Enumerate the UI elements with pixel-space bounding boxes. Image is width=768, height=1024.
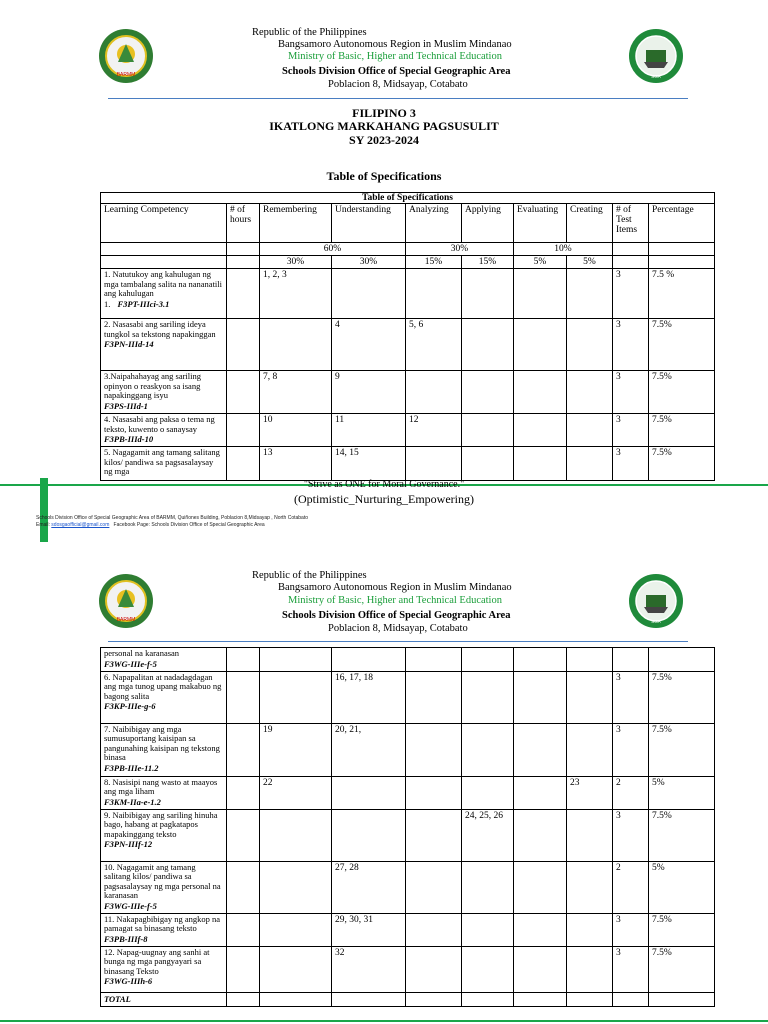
eva-cell [514,371,567,414]
email-label: Email: [36,522,50,528]
group-pct-higher: 10% [514,243,613,256]
rem-cell [260,319,332,371]
ministry-line: Ministry of Basic, Higher and Technical Education [288,51,502,62]
header-applying: Applying [462,204,514,243]
eva-cell [514,269,567,319]
tos-table-page1 [100,192,715,481]
ana-cell [406,671,462,723]
sga-logo [628,28,684,84]
items-cell: 3 [613,946,649,992]
ana-cell [406,776,462,809]
app-cell [462,319,514,371]
table-row [101,414,715,447]
table-row [101,809,715,861]
sy-title: SY 2023-2024 [349,133,419,147]
tos-table-page2 [100,647,715,1007]
blank-cell [613,243,649,256]
competency-cell [101,371,227,414]
app-cell: 24, 25, 26 [462,809,514,861]
hours-cell [227,913,260,946]
pct-cell: 7.5% [649,913,715,946]
competency-cell [101,861,227,913]
ana-cell: 5, 6 [406,319,462,371]
pct-cell: 7.5% [649,447,715,481]
cre-cell: 23 [567,776,613,809]
table-row [101,269,715,319]
cre-cell [567,809,613,861]
rem-cell [260,809,332,861]
ministry-line: Ministry of Basic, Higher and Technical Education [288,595,502,606]
app-cell [462,671,514,723]
eva-cell [514,414,567,447]
header-understanding: Understanding [332,204,406,243]
table-row [101,648,715,672]
competency-code: TOTAL [104,993,131,1004]
competency-cell [101,319,227,371]
hours-cell [227,414,260,447]
hours-cell [227,447,260,481]
footer-address: Schools Division Office of Special Geographic Area of BARMM, Quiñones Building, Poblacion 8,Midsayap , North Cotabato [36,515,308,521]
und-cell: 32 [332,946,406,992]
division-line: Schools Division Office of Special Geographic Area [282,610,511,621]
competency-text: 5. Nagagamit ang tamang salitang kilos/ pandiwa sa pagsasalaysay ng mga [104,447,220,476]
table-row [101,992,715,1006]
header-hours: # of hours [227,204,260,243]
eva-cell [514,946,567,992]
competency-text: 2. Nasasabi ang sariling ideya tungkol sa tekstong napakinggan [104,319,216,339]
eva-cell [514,319,567,371]
competency-text: 10. Nagagamit ang tamang salitang kilos/ pandiwa sa pagsasalaysay ng mga personal na karanasan [104,861,221,900]
hours-cell [227,809,260,861]
table-row [101,671,715,723]
header-percentage: Percentage [649,204,715,243]
tos-title: Table of Specifications [326,169,442,183]
footer-rule-bottom [0,1020,768,1022]
table-body-page2 [101,648,715,1007]
table-row [101,723,715,776]
hours-cell [227,723,260,776]
pct-cell: 5% [649,776,715,809]
rem-cell [260,992,332,1006]
pct-cell: 7.5% [649,371,715,414]
sga-logo-text: SGA [651,74,661,79]
items-cell: 3 [613,269,649,319]
header-rule [108,641,688,642]
und-cell: 20, 21, [332,723,406,776]
cre-cell [567,861,613,913]
items-cell: 3 [613,414,649,447]
competency-cell [101,992,227,1006]
blank-cell [227,256,260,269]
pct-cell: 7.5% [649,671,715,723]
cre-cell [567,946,613,992]
group-pct-lower: 60% [260,243,406,256]
pct-cell: 7.5% [649,723,715,776]
rem-cell: 22 [260,776,332,809]
header-remembering: Remembering [260,204,332,243]
competency-cell [101,269,227,319]
rem-cell: 13 [260,447,332,481]
app-cell [462,946,514,992]
cre-cell [567,648,613,672]
eva-cell [514,861,567,913]
competency-code: F3PS-IIId-1 [104,400,148,411]
pct-cell [649,992,715,1006]
table-row [101,946,715,992]
competency-code: F3WG-IIIh-6 [104,976,153,986]
und-cell: 11 [332,414,406,447]
hours-cell [227,992,260,1006]
cre-cell [567,671,613,723]
competency-code: F3KM-IIa-e-1.2 [104,796,161,807]
eva-cell [514,809,567,861]
und-cell [332,776,406,809]
app-cell [462,776,514,809]
rem-cell [260,671,332,723]
items-cell: 3 [613,319,649,371]
items-cell: 3 [613,809,649,861]
app-cell [462,648,514,672]
items-cell: 3 [613,447,649,481]
ana-cell [406,723,462,776]
rem-cell [260,861,332,913]
ana-cell [406,269,462,319]
cre-cell [567,913,613,946]
cre-cell [567,723,613,776]
hours-cell [227,861,260,913]
ana-cell [406,447,462,481]
competency-cell [101,809,227,861]
division-line: Schools Division Office of Special Geographic Area [282,66,511,77]
eva-cell [514,723,567,776]
subject-title: FILIPINO 3 [352,106,416,120]
competency-cell [101,723,227,776]
hours-cell [227,671,260,723]
app-cell [462,447,514,481]
competency-code: F3WG-IIIe-f-5 [104,900,157,911]
cre-cell [567,447,613,481]
table-row [101,371,715,414]
competency-code: F3PB-IIIe-11.2 [104,762,159,773]
level-pct: 15% [406,256,462,269]
blank-cell [227,243,260,256]
blank-cell [101,256,227,269]
hours-cell [227,776,260,809]
und-cell: 27, 28 [332,861,406,913]
competency-text: 6. Napapalitan at nadadagdagan ang mga tunog upang makabuo ng bagong salita [104,671,222,701]
app-cell [462,723,514,776]
table-row [101,913,715,946]
eva-cell [514,913,567,946]
competency-code: F3PN-IIId-14 [104,339,154,349]
pct-cell: 7.5% [649,414,715,447]
ana-cell [406,371,462,414]
app-cell [462,414,514,447]
cre-cell [567,319,613,371]
header-creating: Creating [567,204,613,243]
table-caption: Table of Specifications [101,193,715,204]
competency-text: 4. Nasasabi ang paksa o tema ng teksto, kuwento o sanaysay [104,414,215,434]
level-pct: 5% [567,256,613,269]
header-evaluating: Evaluating [514,204,567,243]
level-pct: 30% [260,256,332,269]
ana-cell [406,861,462,913]
ana-cell [406,809,462,861]
pct-cell: 7.5% [649,809,715,861]
competency-cell [101,913,227,946]
eva-cell [514,992,567,1006]
items-cell: 2 [613,861,649,913]
pct-cell: 7.5% [649,319,715,371]
cre-cell [567,371,613,414]
ana-cell [406,946,462,992]
group-pct-middle: 30% [406,243,514,256]
items-cell: 2 [613,776,649,809]
items-cell: 3 [613,723,649,776]
und-cell: 4 [332,319,406,371]
blank-cell [613,256,649,269]
und-cell: 14, 15 [332,447,406,481]
footer-acronym: (Optimistic_Nurturing_Empowering) [294,492,474,506]
cre-cell [567,414,613,447]
hours-cell [227,946,260,992]
eva-cell [514,776,567,809]
rem-cell [260,913,332,946]
competency-text: 8. Nasisipi nang wasto at maayos ang mga liham [104,776,218,796]
competency-text: 11. Nakapagbibigay ng angkop na pamagat sa binasang teksto [104,913,221,933]
competency-cell [101,648,227,672]
eva-cell [514,447,567,481]
competency-cell [101,414,227,447]
items-cell [613,648,649,672]
pct-cell: 7.5% [649,946,715,992]
pct-cell: 7.5 % [649,269,715,319]
app-cell [462,992,514,1006]
competency-cell [101,447,227,481]
und-cell [332,992,406,1006]
items-cell: 3 [613,913,649,946]
cre-cell [567,992,613,1006]
und-cell: 29, 30, 31 [332,913,406,946]
email-link[interactable]: sdosgaofficial@gmail.com [51,522,110,528]
competency-code: F3WG-IIIe-f-5 [104,658,157,669]
hours-cell [227,371,260,414]
app-cell [462,913,514,946]
sga-logo-text: SGA [651,619,661,624]
rem-cell: 1, 2, 3 [260,269,332,319]
competency-text: 12. Napag-uugnay ang sanhi at bunga ng mga pangyayari sa binasang Teksto [104,946,210,976]
und-cell [332,809,406,861]
table-row [101,319,715,371]
footer-contact [36,522,265,528]
header-items: # of Test Items [613,204,649,243]
competency-lead: 1. [104,298,111,309]
table-row [101,776,715,809]
facebook-page: Facebook Page: Schools Division Office of Special Geographic Area [113,522,265,528]
app-cell [462,269,514,319]
barmm-logo-text: BARMM [116,617,136,623]
rem-cell: 19 [260,723,332,776]
blank-cell [649,256,715,269]
app-cell [462,371,514,414]
hours-cell [227,319,260,371]
table-row [101,447,715,481]
rem-cell: 10 [260,414,332,447]
items-cell: 3 [613,671,649,723]
und-cell [332,269,406,319]
barmm-logo [98,28,154,84]
address-line: Poblacion 8, Midsayap, Cotabato [328,79,468,90]
hours-cell [227,269,260,319]
level-pct: 5% [514,256,567,269]
barmm-logo-text: BARMM [116,72,136,78]
level-pct: 30% [332,256,406,269]
eva-cell [514,671,567,723]
competency-text: 1. Natutukoy ang kahulugan ng mga tambalang salita na nananatili ang kahulugan [104,269,223,298]
competency-cell [101,946,227,992]
level-pct: 15% [462,256,514,269]
rem-cell [260,946,332,992]
competency-code: F3PB-IIId-10 [104,434,154,444]
und-cell: 16, 17, 18 [332,671,406,723]
cre-cell [567,269,613,319]
barmm-logo [98,573,154,629]
hours-cell [227,648,260,672]
republic-line: Republic of the Philippines [252,27,367,38]
competency-text: personal na karanasan [104,648,180,658]
rem-cell: 7, 8 [260,371,332,414]
competency-code: F3PB-IIIf-8 [104,933,148,944]
eva-cell [514,648,567,672]
ana-cell: 12 [406,414,462,447]
competency-cell [101,776,227,809]
republic-line: Republic of the Philippines [252,570,367,581]
footer-motto: "Strive as ONE for Moral Governance." [303,479,465,490]
table-body-page1 [101,269,715,481]
exam-title: IKATLONG MARKAHANG PAGSUSULIT [269,119,499,133]
header-competency: Learning Competency [101,204,227,243]
address-line: Poblacion 8, Midsayap, Cotabato [328,623,468,634]
ana-cell [406,913,462,946]
sga-logo [628,573,684,629]
region-line: Bangsamoro Autonomous Region in Muslim Mindanao [278,582,512,593]
competency-code: F3KP-IIIe-g-6 [104,701,156,711]
competency-cell [101,671,227,723]
ana-cell [406,992,462,1006]
header-rule [108,98,688,99]
app-cell [462,861,514,913]
blank-cell [649,243,715,256]
competency-text: 7. Naibibigay ang mga sumusuportang kaisipan sa pangunahing kaisipan ng tekstong binasa [104,723,220,762]
rem-cell [260,648,332,672]
pct-cell: 5% [649,861,715,913]
header-analyzing: Analyzing [406,204,462,243]
items-cell [613,992,649,1006]
pct-cell [649,648,715,672]
competency-code: F3PT-IIIci-3.1 [117,298,170,309]
und-cell: 9 [332,371,406,414]
region-line: Bangsamoro Autonomous Region in Muslim Mindanao [278,39,512,50]
competency-text: 9. Naibibigay ang sariling hinuha bago, habang at pagkatapos mapakinggang teksto [104,809,218,839]
competency-code: F3PN-IIIf-12 [104,839,153,849]
items-cell: 3 [613,371,649,414]
und-cell [332,648,406,672]
competency-text: 3.Naipahahayag ang sariling opinyon o reaskyon sa isang napakinggang isyu [104,371,202,400]
table-row [101,861,715,913]
blank-cell [101,243,227,256]
ana-cell [406,648,462,672]
